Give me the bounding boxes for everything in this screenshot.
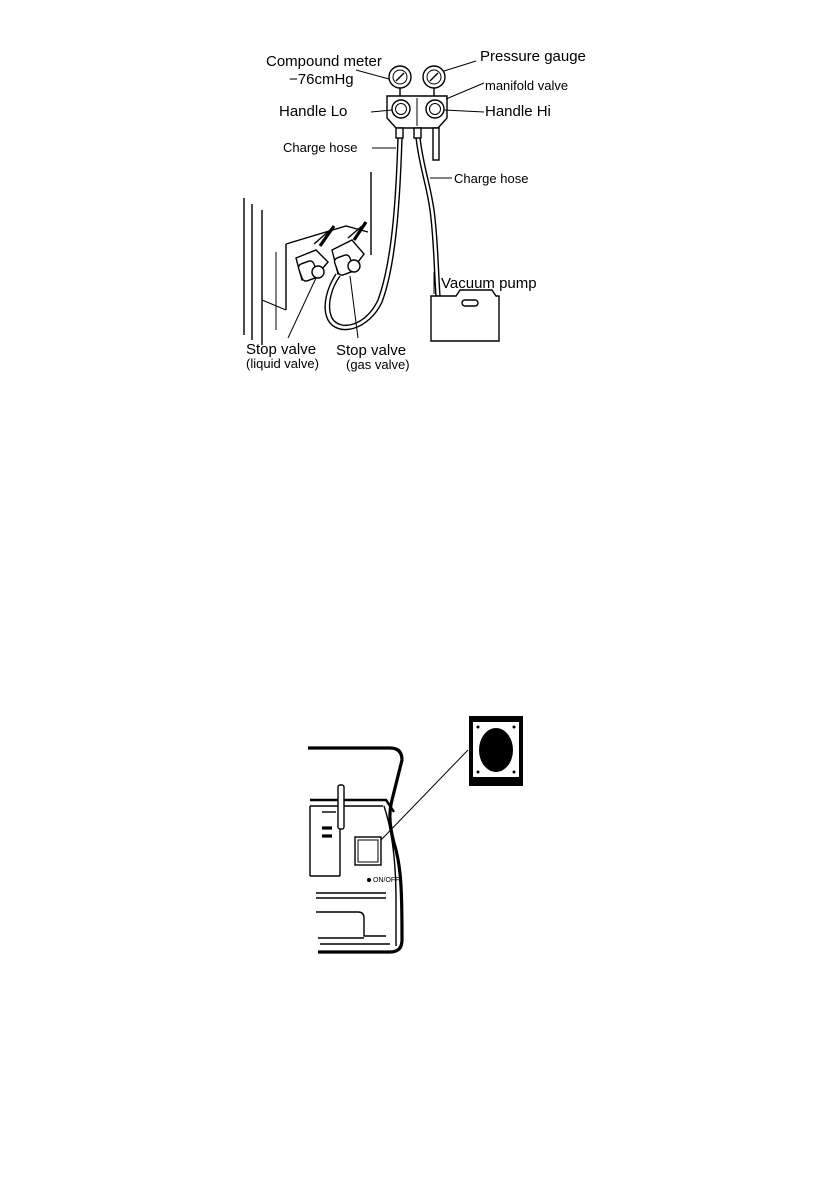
compound-meter-label: Compound meter: [266, 53, 382, 70]
stop-valve-gas: [332, 222, 366, 276]
handle-lo-knob: [392, 100, 410, 118]
indoor-unit-diagram: [308, 716, 523, 952]
onoff-label: ON/OFF: [373, 877, 400, 884]
manifold-port-center: [414, 128, 421, 138]
stop-valve-liquid: [296, 226, 334, 282]
vacuum-evacuation-diagram: [244, 48, 586, 372]
manifold-port-left: [396, 128, 403, 138]
compound-meter-value: −76cmHg: [289, 71, 354, 88]
vacuum-pump-label: Vacuum pump: [441, 275, 537, 292]
handle-hi-label: Handle Hi: [485, 103, 551, 120]
stop-valve-liquid-label: Stop valve: [246, 341, 317, 358]
charge-hose-to-vacuum-pump: [416, 138, 440, 296]
unit-left-frame: [310, 806, 340, 876]
charge-hose-left-label: Charge hose: [283, 140, 358, 155]
unit-pipe: [338, 785, 344, 829]
unit-bottom-trim: [316, 893, 390, 944]
service-panel: [355, 837, 381, 865]
stop-valve-gas-note: (gas valve): [346, 357, 410, 372]
pressure-gauge: [423, 66, 445, 96]
stop-valve-gas-label: Stop valve: [336, 342, 407, 359]
service-panel-callout: [469, 716, 523, 786]
handle-hi-knob: [426, 100, 444, 118]
compound-meter-gauge: [389, 66, 411, 96]
handle-lo-label: Handle Lo: [279, 103, 348, 120]
vacuum-pump: [431, 290, 499, 341]
onoff-indicator-dot: [367, 878, 371, 882]
charge-hose-to-stop-valve: [325, 138, 402, 330]
manifold-valve-label: manifold valve: [485, 78, 569, 93]
pressure-gauge-label: Pressure gauge: [480, 48, 586, 65]
manifold-port-right: [433, 128, 439, 160]
charge-hose-right-label: Charge hose: [454, 171, 529, 186]
stop-valve-liquid-note: (liquid valve): [246, 356, 319, 371]
